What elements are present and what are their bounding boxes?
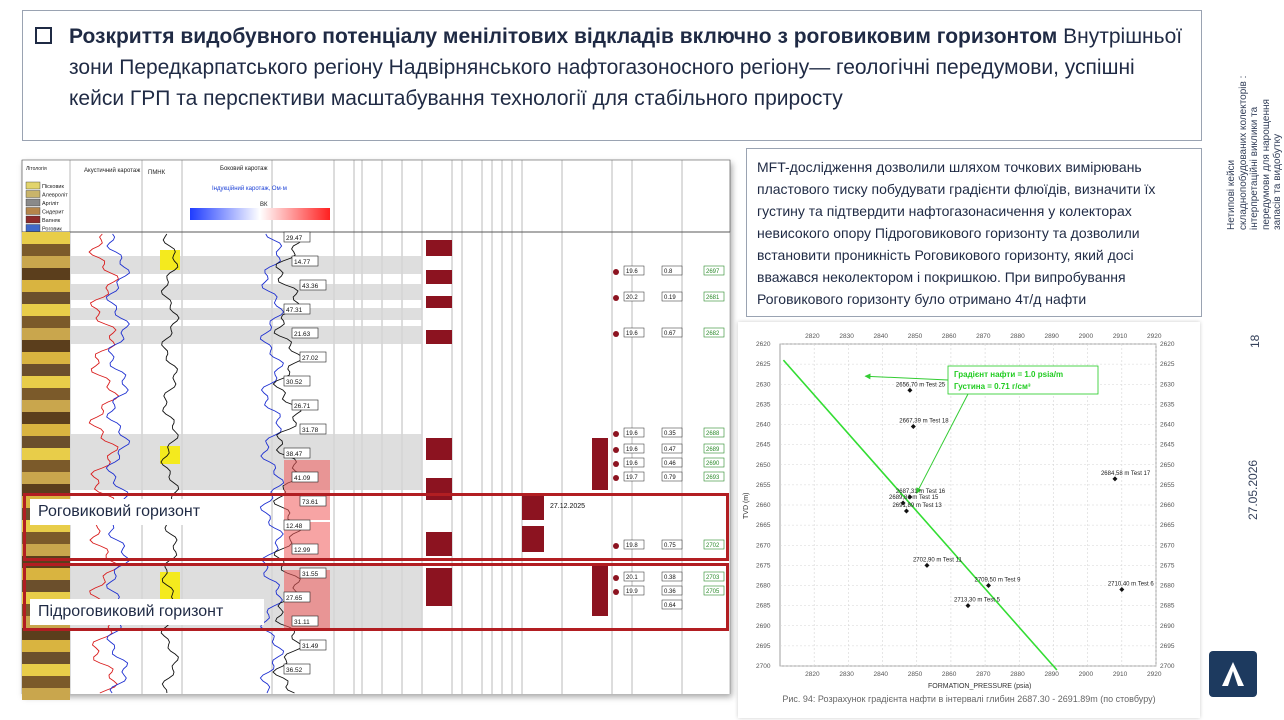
lithology-band [22, 688, 70, 700]
resist-value: 31.55 [302, 571, 319, 578]
lithology-band [22, 652, 70, 664]
y-tick-label: 2630 [756, 381, 771, 389]
y-tick-label-right: 2630 [1160, 381, 1175, 389]
permeability-value: 0.19 [664, 295, 676, 301]
resist-value: 41.09 [294, 475, 311, 482]
pressure-value: 19.6 [626, 431, 638, 437]
x-tick-label-top: 2920 [1147, 333, 1162, 340]
slide-title-rest: Внутрішньої зони Передкарпатського регіону Надвірнянського нафтогазоносного регіону— геологічні передумови, успішні кейси ГРП та перспективи масштабування технології для стабільного приросту [69, 25, 1183, 110]
resist-value: 31.78 [302, 427, 319, 434]
permeability-value: 0.46 [664, 461, 676, 467]
y-tick-label-right: 2645 [1160, 441, 1175, 449]
y-tick-label: 2685 [756, 602, 771, 610]
resistivity-color-scale [190, 208, 330, 220]
lithology-band [22, 424, 70, 436]
chart-svg [738, 322, 1200, 694]
legend-label: Алевроліт [42, 192, 68, 199]
resist-value: 21.63 [294, 331, 311, 338]
permeability-value: 0.38 [664, 575, 676, 581]
lithology-band [22, 268, 70, 280]
porosity-block [426, 270, 452, 284]
y-tick-label-right: 2695 [1160, 642, 1175, 650]
resist-value: 27.65 [286, 595, 303, 602]
log-header-pmnk: ПМНК [148, 170, 166, 176]
lithology-band [22, 460, 70, 472]
legend-label: Сидерит [42, 209, 64, 216]
lithology-band [22, 376, 70, 388]
side-label-text: Нетипові кейси складнопобудованих колекторів : інтерпретаційні виклики та передумови для нарощення запасів та видобутку [1226, 75, 1283, 230]
depth-tag: 2702 [706, 543, 720, 549]
data-point-label: 2713,30 m Test 5 [954, 597, 1000, 604]
porosity-block [426, 330, 452, 344]
side-label [1224, 70, 1283, 230]
log-grey-band [70, 308, 422, 320]
log-header-acoustic: Акустичний каротаж [84, 168, 141, 174]
pressure-marker [613, 461, 619, 467]
lithology-band [22, 364, 70, 376]
porosity-block [426, 438, 452, 460]
porosity-block [426, 240, 452, 256]
y-tick-label-right: 2625 [1160, 361, 1175, 369]
y-tick-label-right: 2635 [1160, 401, 1175, 409]
resist-value: 30.52 [286, 379, 303, 386]
legend-label: Роговик [42, 226, 62, 233]
lower-horizon-label: Підроговиковий горизонт [30, 599, 264, 625]
resist-value: 73.61 [302, 499, 319, 506]
log-grey-band [70, 256, 422, 274]
y-tick-label-right: 2690 [1160, 622, 1175, 630]
depth-tag: 2697 [706, 269, 720, 275]
slide-title-bold: Розкриття видобувного потенціалу менілітових відкладів включно з роговиковим горизонтом [69, 25, 1058, 48]
data-point-label: 2702,90 m Test 11 [912, 557, 962, 564]
y-tick-label-right: 2700 [1160, 663, 1175, 670]
y-tick-label-right: 2685 [1160, 602, 1175, 610]
log-header-induction: Індукційний каротаж, Ом·м [212, 186, 287, 192]
data-point-label: 2684,58 m Test 17 [1100, 470, 1151, 477]
permeability-value: 0.35 [664, 431, 676, 437]
pressure-gradient-chart [738, 322, 1200, 718]
permeability-value: 0.79 [664, 475, 676, 481]
x-tick-label: 2910 [1112, 671, 1128, 678]
lithology-band [22, 340, 70, 352]
x-tick-label-top: 2830 [839, 333, 854, 340]
pressure-marker [613, 295, 619, 301]
y-tick-label: 2625 [756, 361, 771, 369]
permeability-value: 0.67 [664, 331, 676, 337]
x-tick-label-top: 2900 [1078, 333, 1094, 340]
y-tick-label: 2640 [756, 421, 771, 429]
slide-date-text: 27.05.2026 [1246, 459, 1260, 520]
x-tick-label: 2850 [907, 671, 923, 678]
permeability-value: 0.8 [664, 269, 673, 275]
y-tick-label-right: 2660 [1160, 502, 1175, 509]
log-grey-band [70, 434, 422, 490]
x-tick-label-top: 2820 [805, 333, 820, 340]
lithology-band [22, 664, 70, 676]
resist-value: 14.77 [294, 259, 311, 266]
legend-swatch [26, 208, 40, 215]
well-log-panel [22, 160, 730, 694]
data-point-label: 2689,81 m Test 15 [889, 494, 939, 501]
permeability-value: 0.36 [664, 589, 676, 595]
slide-title [69, 21, 1187, 114]
x-axis-label: FORMATION_PRESSURE (psia) [928, 683, 1032, 690]
resist-value: 38.47 [286, 451, 303, 458]
lithology-band [22, 316, 70, 328]
pressure-marker [613, 447, 619, 453]
x-tick-label: 2890 [1044, 671, 1059, 678]
pressure-value: 19.6 [626, 447, 638, 453]
lithology-band [22, 304, 70, 316]
depth-tag: 2688 [706, 431, 720, 437]
y-tick-label-right: 2640 [1160, 421, 1175, 429]
pressure-value: 19.8 [626, 543, 638, 549]
legend-swatch [26, 191, 40, 198]
resist-value: 31.49 [302, 643, 319, 650]
upper-horizon-label: Роговиковий горизонт [30, 499, 236, 525]
resist-value: 27.02 [302, 355, 319, 362]
resist-value: 29.47 [286, 235, 303, 242]
y-tick-label: 2620 [756, 341, 771, 348]
pressure-marker [613, 331, 619, 337]
lithology-band [22, 388, 70, 400]
lithology-band [22, 676, 70, 688]
depth-tag: 2689 [706, 447, 720, 453]
pressure-marker [613, 475, 619, 481]
lithology-band [22, 412, 70, 424]
legend-label: Вапняк [42, 218, 61, 224]
lithology-band [22, 472, 70, 484]
lithology-band [22, 400, 70, 412]
resist-value: 36.52 [286, 667, 303, 674]
x-tick-label-top: 2840 [873, 333, 889, 340]
data-point-label: 2709,50 m Test 9 [974, 577, 1021, 584]
page-number [1248, 326, 1262, 350]
y-tick-label-right: 2670 [1160, 542, 1175, 550]
test-date: 27.12.2025 [550, 503, 586, 510]
y-tick-label-right: 2650 [1160, 461, 1175, 469]
resist-value: 47.31 [286, 307, 303, 314]
y-tick-label: 2675 [756, 562, 771, 570]
company-logo-icon [1209, 651, 1257, 697]
pressure-value: 19.7 [626, 475, 638, 481]
pressure-value: 19.9 [626, 589, 638, 595]
pressure-marker [613, 269, 619, 275]
lithology-band [22, 256, 70, 268]
depth-tag: 2681 [706, 295, 720, 301]
x-tick-label: 2840 [873, 671, 889, 678]
y-tick-label: 2690 [756, 622, 771, 630]
pressure-value: 19.6 [626, 461, 638, 467]
annotation-density: Густина = 0.71 г/см³ [954, 382, 1031, 391]
info-text-box [746, 148, 1202, 317]
lithology-band [22, 244, 70, 256]
y-axis-label: TVD (m) [743, 492, 750, 519]
lithology-band [22, 292, 70, 304]
lithology-band [22, 448, 70, 460]
slide-title-box [22, 10, 1202, 141]
y-tick-label-right: 2675 [1160, 562, 1175, 570]
y-tick-label-right: 2680 [1160, 582, 1175, 590]
pressure-value: 20.2 [626, 295, 638, 301]
lithology-band [22, 280, 70, 292]
resist-value: 31.11 [294, 619, 310, 626]
x-tick-label: 2860 [941, 671, 957, 678]
perforation-block [592, 438, 608, 490]
x-tick-label-top: 2850 [907, 333, 923, 340]
resist-value: 12.48 [286, 523, 303, 530]
data-point-label: 2687,31 m Test 16 [895, 488, 946, 495]
x-tick-label: 2900 [1078, 671, 1094, 678]
legend-swatch [26, 182, 40, 189]
y-tick-label: 2660 [756, 502, 771, 509]
y-tick-label: 2700 [756, 663, 771, 670]
depth-tag: 2682 [706, 331, 720, 337]
x-tick-label: 2880 [1010, 671, 1025, 678]
pmnk-yellow-zone [160, 446, 180, 464]
x-tick-label: 2870 [976, 671, 991, 678]
checkbox-bullet-icon [35, 27, 52, 44]
resist-value: 12.99 [294, 547, 311, 554]
depth-tag: 2690 [706, 461, 720, 467]
permeability-value: 0.64 [664, 603, 676, 609]
x-tick-label-top: 2870 [976, 333, 991, 340]
data-point-label: 2667,39 m Test 18 [899, 418, 949, 425]
resist-value: 43.36 [302, 283, 319, 290]
pressure-value: 19.6 [626, 331, 638, 337]
legend-label: Пісковик [42, 184, 64, 190]
y-tick-label: 2695 [756, 642, 771, 650]
pressure-value: 19.6 [626, 269, 638, 275]
lithology-band [22, 328, 70, 340]
y-tick-label: 2635 [756, 401, 771, 409]
resist-value: 26.71 [294, 403, 311, 410]
x-tick-label: 2820 [805, 671, 820, 678]
data-point-label: 2691,89 m Test 13 [892, 503, 942, 510]
x-tick-label-top: 2860 [941, 333, 957, 340]
y-tick-label: 2650 [756, 461, 771, 469]
depth-tag: 2703 [706, 575, 720, 581]
log-grey-band [70, 326, 422, 344]
lithology-band [22, 352, 70, 364]
pmnk-yellow-zone [160, 250, 180, 270]
legend-swatch [26, 199, 40, 206]
data-point-label: 2710,40 m Test 6 [1107, 581, 1154, 588]
depth-tag: 2693 [706, 475, 720, 481]
lithology-band [22, 436, 70, 448]
y-tick-label: 2665 [756, 522, 771, 530]
y-tick-label: 2680 [756, 582, 771, 590]
y-tick-label: 2645 [756, 441, 771, 449]
x-tick-label: 2920 [1147, 671, 1162, 678]
x-tick-label-top: 2880 [1010, 333, 1025, 340]
y-tick-label: 2655 [756, 481, 771, 489]
data-point-label: 2656,70 m Test 25 [895, 382, 946, 389]
porosity-block [426, 296, 452, 308]
lithology-band [22, 640, 70, 652]
legend-swatch [26, 216, 40, 223]
pressure-marker [613, 431, 619, 437]
depth-tag: 2705 [706, 589, 720, 595]
annotation-gradient: Градієнт нафти = 1.0 psia/m [954, 370, 1064, 379]
log-header-vk: ВК [260, 202, 268, 208]
chart-caption: Рис. 94: Розрахунок градієнта нафти в інтервалі глибин 2687.30 - 2691.89m (по стовбуру) [782, 694, 1156, 704]
slide-date [1246, 460, 1262, 520]
page-number-text: 18 [1248, 334, 1262, 348]
info-text: MFT-дослідження дозволили шляхом точкових вимірювань пластового тиску побудувати градієнти флюїдів, визначити їх густину та підтвердити нафтогазонасичення у колекторах невисокого опору Підроговикового горизонту та дозволили встановити проникність Роговикового горизонту, який досі вважався неколектором і покришкою. При випробування Роговикового горизонту було отримано 4т/д нафти [757, 159, 1156, 307]
legend-swatch [26, 225, 40, 232]
legend-label: Аргіліт [42, 201, 59, 207]
y-tick-label-right: 2665 [1160, 522, 1175, 530]
y-tick-label: 2670 [756, 542, 771, 550]
log-header-lateral: Боковий каротаж [220, 166, 268, 172]
log-header-lithology: Літологія [26, 166, 47, 172]
y-tick-label-right: 2620 [1160, 341, 1175, 348]
log-grey-band [70, 284, 422, 300]
x-tick-label-top: 2890 [1044, 333, 1059, 340]
x-tick-label-top: 2910 [1112, 333, 1128, 340]
y-tick-label-right: 2655 [1160, 481, 1175, 489]
lithology-band [22, 232, 70, 244]
permeability-value: 0.75 [664, 543, 676, 549]
permeability-value: 0.47 [664, 447, 676, 453]
pressure-value: 20.1 [626, 575, 638, 581]
x-tick-label: 2830 [839, 671, 854, 678]
